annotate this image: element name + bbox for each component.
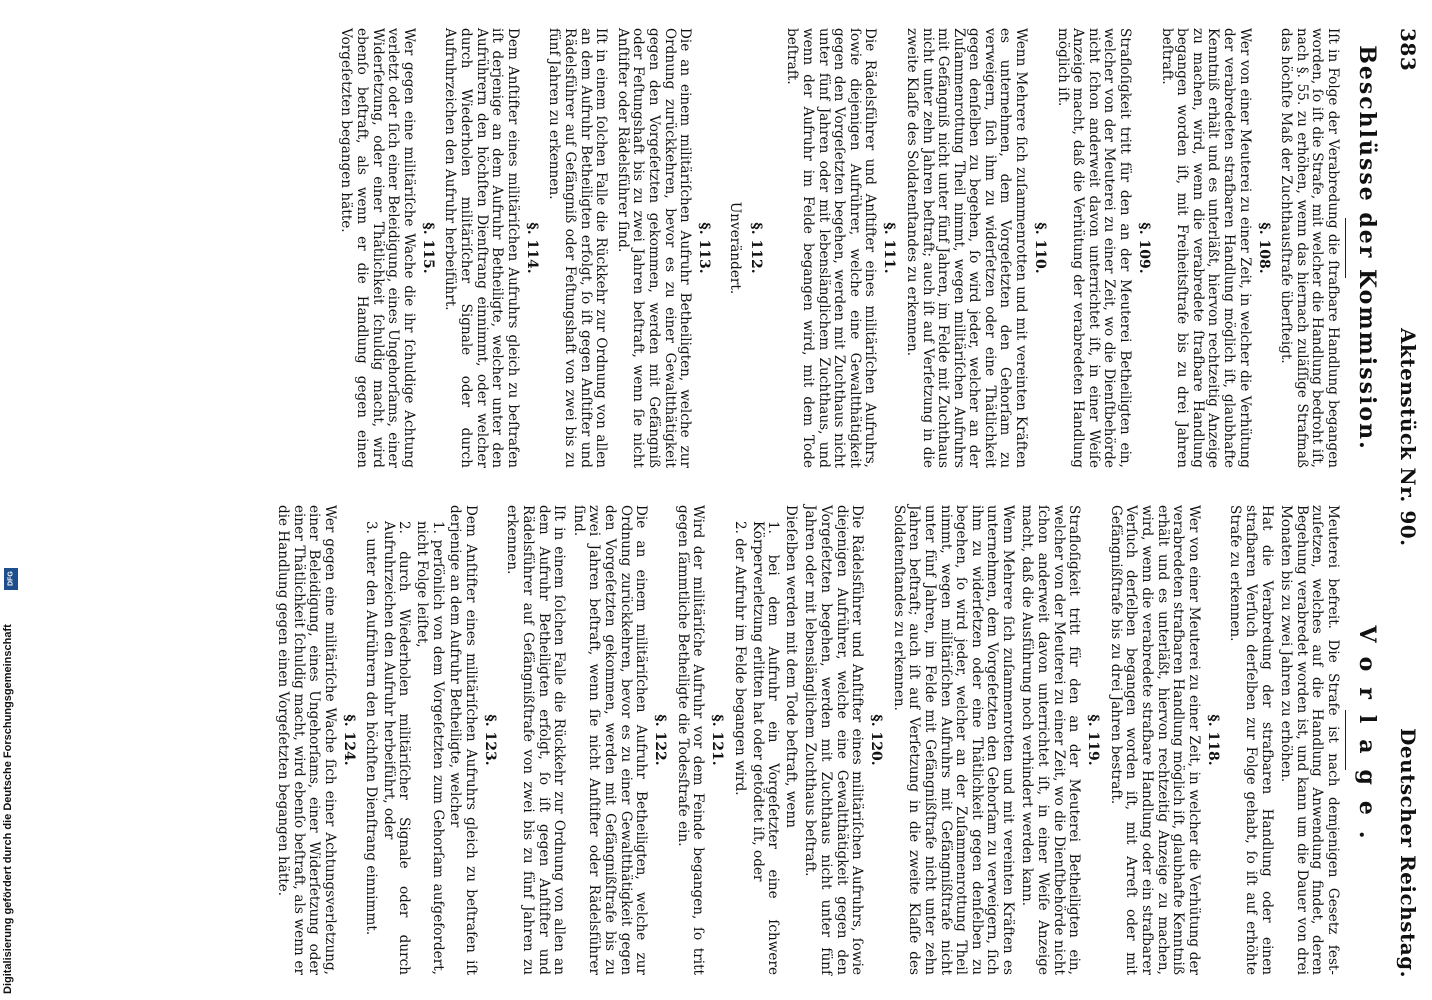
paragraph: Wer von einer Meuterei zu einer Zeit, in welcher die Verhütung der verabredeten strafbaren Handlung möglich iſt, glaubhafte Kenntniß erhält und es unterläßt, hiervon rechtzeitig Anzeige zu machen, wird, wenn die verabredete ſtrafbare Handlung begangen worden iſt, mit Freiheitsſtrafe bis zu drei Jahren beſtraft. [1158,28,1253,468]
column-title-commission: Beschlüsse der Kommission. [1354,45,1380,451]
section-number: §. 119. [1085,714,1102,766]
list-item: 1. bei dem Aufruhr ein Vorgeſetzter eine ſchwere Körperverletzung erlitten hat oder getödtet iſt, oder [749,521,782,975]
list-item: 3. unter den Aufrührern den höchſten Dienſtrang einnimmt. [363,521,380,936]
list-item: 2. der Aufruhr im Felde begangen wird. [732,521,748,796]
proposal-column [274,505,1340,975]
document-number: Aktenstück Nr. 90. [1396,328,1420,547]
digitization-credit [2,571,20,994]
section-number: §. 112. [747,222,764,274]
section-number: §. 122. [652,714,669,766]
paragraph: Hat die Verabredung der strafbaren Handlung oder einen strafbaren Verſuch derſelben zur Folge gehabt, ſo iſt auf erhöhte Strafe zu erkennen. [1227,505,1275,975]
paragraph: Wenn Mehrere ſich zuſammenrotten und mit vereinten Kräften es unternehmen, dem Vorgeſetzten den Gehorſam zu verweigern, ſich ihm zu widerſetzen oder eine Thätlichkeit gegen denſelben zu begehen, ſo wird jeder, welcher an der Zuſammenrottung Theil nimmt, wegen militäriſchen Aufruhrs mit Gefängnißſtrafe nicht unter fünf Jahren, im Felde mit Gefängnißſtrafe nicht unter zehn Jahren beſtraft; auch iſt auf Verſetzung in die zweite Klaſſe des Soldatenſtandes zu erkennen. [890,505,1016,975]
section-number: §. 121. [709,714,726,766]
paragraph: Strafloſigkeit tritt für den an der Meuterei Betheiligten ein, welcher von der Meuterei zu einer Zeit, wo die Dienſtbehörde nicht ſchon anderweit davon unterrichtet iſt, in einer Weiſe Anzeige macht, daß die Verhütung der verabredeten Handlung möglich iſt. [1054,28,1134,468]
paragraph: Die Rädelsführer und Anſtifter eines militäriſchen Aufruhrs, ſowie diejenigen Aufrührer, welche eine Gewaltthätigkeit gegen den Vorgeſetzten begehen, werden mit Zuchthaus nicht unter fünf Jahren oder mit lebenslänglichem Zuchthaus beſtraft. [802,505,866,975]
paragraph: Dieſelben werden mit dem Tode beſtraft, wenn [782,505,799,828]
paragraph: Meuterei befreit. Die Strafe ist nach demjenigen Gesetz fest- zuſetzen, welches auf die Handlung Anwendung findet, deren Begehung verabredet worden ist, und kann um die Dauer von drei Monaten bis zu zwei Jahren zu erhöhen. [1278,505,1341,975]
paragraph: Die an einem militäriſchen Aufruhr Betheiligten, welche zur Ordnung zurückkehren, bevor es zu einer Gewaltthätigkeit gegen den Vorgeſetzten gekommen, werden mit Gefängniß oder Feſtungshaft bis zu zwei Jahren beſtraft, wenn ſie nicht Anſtifter oder Rädelsführer ſind. [614,28,694,468]
dfg-logo-icon: DFG [4,568,18,590]
section-number: §. 110. [1032,222,1049,274]
paragraph: Wer gegen eine militäriſche Wache ſich einer Achtungsverletzung, einer Beleidigung, eines Ungehorſams, einer Widerſetzung oder einer Thätlichkeit ſchuldig macht, wird ebenſo beſtraft, als wenn er die Handlung gegen einen Vorgeſetzten begangen hätte. [274,505,338,975]
paragraph: Wer von einer Meuterei zu einer Zeit, in welcher die Verhütung der verabredeten strafbaren Handlung möglich iſt, glaubhafte Kenntniß erhält und es unterläßt, hiervon rechtzeitig Anzeige zu machen, wird, wenn die verabredete strafbare Handlung oder ein strafbarer Verſuch derſelben begangen worden iſt, mit Arreſt oder mit Gefängnißſtrafe bis zu drei Jahren bestraft. [1107,505,1202,975]
left-column-title-wrap [1345,505,1380,975]
column-title-proposal: Vorlage. [1354,625,1380,855]
paragraph: Dem Anſtifter eines militäriſchen Aufruhrs gleich zu beſtrafen iſt derjenige an dem Aufruhr Betheiligte, welcher unter den Aufrührern den höchſten Dienſtrang einnimmt, oder welcher durch Wiederholen militäriſcher Signale oder durch Aufruhrzeichen den Aufruhr herbeiführt. [442,28,521,468]
section-number: §. 118. [1204,714,1221,766]
section-number: §. 113. [696,222,713,274]
section-number: §. 115. [419,222,436,274]
list-item: 1. perſönlich von dem Vorgeſetzten zum Gehorſam aufgefordert, nicht Folge leiſtet, [414,521,446,975]
section-number: §. 111. [881,222,898,274]
section-number: §. 123. [481,714,498,766]
paragraph: Wenn Mehrere ſich zuſammenrotten und mit vereinten Kräften es unternehmen, dem Vorgeſetzten den Gehorſam zu verweigern, ſich ihm zu widerſetzen oder eine Thätlichkeit gegen denſelben zu begehen, ſo wird jeder, welcher an der Zuſammenrottung Theil nimmt, wegen militäriſchen Aufruhrs mit Gefängniß nicht unter fünf Jahren, im Felde mit Zuchthaus nicht unter zehn Jahren beſtraft; auch iſt auf Verſetzung in die zweite Klaſſe des Soldatenſtandes zu erkennen. [903,28,1030,468]
section-number: §. 109. [1136,222,1153,274]
paragraph: Iſt in einem ſolchen Falle die Rückkehr zur Ordnung von allen an dem Aufruhr Betheiligten erfolgt, ſo iſt gegen Anſtifter und Rädelsführer auf Gefängniß oder Feſtungshaft von zwei bis zu fünf Jahren zu erkennen. [546,28,610,468]
section-number: §. 114. [523,222,540,274]
paragraph: Wer gegen eine militäriſche Wache die ihr ſchuldige Achtung verletzt oder ſich einer Beleidigung, eines Ungehorſams, einer Widerſetzung, oder einer Thätlichkeit ſchuldig macht, wird ebenſo beſtraft, als wenn er die Handlung gegen einen Vorgeſetzten begangen hätte. [338,28,417,468]
paragraph: Iſt in einem ſolchen Falle die Rückkehr zur Ordnung von allen an dem Aufruhr Betheiligten erfolgt, ſo iſt gegen Anſtifter und Rädelsführer auf Gefängnißſtrafe von zwei bis zu fünf Jahren zu erkennen. [504,505,568,975]
title-rule [1345,710,1346,770]
paragraph: Die Rädelsführer und Anſtifter eines militäriſchen Aufruhrs, ſowie diejenigen Aufrührer, welche eine Gewaltthätigkeit gegen den Vorgeſetzten begehen, werden mit Zuchthaus nicht unter fünf Jahren oder mit lebenslänglichem Zuchthaus, und wenn der Aufruhr im Felde begangen wird, mit dem Tode beſtraft. [784,28,879,468]
paragraph: Iſt in Folge der Verabredung die ſtrafbare Handlung begangen worden, ſo iſt die Strafe, mit welcher die Handlung bedroht iſt, nach §. 55. zu erhöhen, wenn das hiernach zuläſſige Strafmaß das höchſte Maß der Zuchthausſtrafe überſteigt. [1278,28,1341,468]
section-number: §. 108. [1255,222,1272,274]
section-number: §. 120. [868,714,885,766]
paragraph: Die an einem militäriſchen Aufruhr Betheiligten, welche zur Ordnung zurückkehren, bevor es zu einer Gewaltthätigkeit gegen den Vorgeſetzten gekommen, werden mit Gefängnißſtrafe bis zu zwei Jahren beſtraft, wenn ſie nicht Anſtifter oder Rädelsführer ſind. [570,505,650,975]
list-item: 2. durch Wiederholen militäriſcher Signale oder durch Aufruhrzeichen den Aufruhr herbeiführt, oder [380,521,413,975]
unchanged-note: Unverändert. [726,201,743,295]
right-column-title-wrap [1345,28,1380,468]
credit-text: Digitalisierung gefördert durch die Deutsche Forschungsgemeinschaft [2,624,14,994]
title-rule [1345,218,1346,278]
commission-column [338,28,1340,468]
journal-title: Deutscher Reichstag. [1396,728,1420,979]
section-number: §. 124. [340,714,357,766]
paragraph: Wird der militäriſche Aufruhr vor dem Feinde begangen, ſo tritt gegen ſämmtliche Betheiligte die Todesſtrafe ein. [674,505,707,975]
paragraph: Dem Anſtifter eines militäriſchen Aufruhrs gleich zu beſtrafen iſt derjenige an dem Aufruhr Betheiligte, welcher [447,505,479,975]
page-number: 383 [1396,28,1420,72]
page-header [1394,28,1420,979]
paragraph: Strafloſigkeit tritt für den an der Meuterei Betheiligten ein, welcher von der Meuterei zu einer Zeit, wo die Dienſtbehörde nicht ſchon anderweit davon unterrichtet iſt, in einer Weiſe Anzeige macht, daß die Ausführung noch verhindert werden kann. [1019,505,1083,975]
